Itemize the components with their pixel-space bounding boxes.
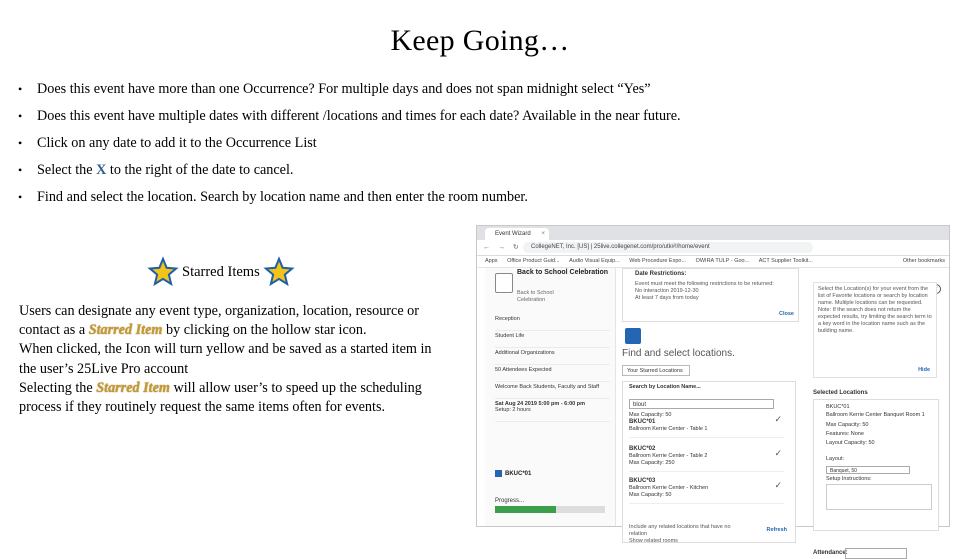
selected-location-chip <box>495 470 531 477</box>
paragraph: When clicked, the Icon will turn yellow and be saved as a started item in the user’s 25Live Pro account <box>19 341 432 377</box>
summary-item <box>495 399 610 422</box>
text-run: Ballroom Kerrie Center - Table 2 <box>629 453 708 459</box>
text-run[interactable]: Include any related locations that have no <box>629 524 731 530</box>
date-restrictions-title: Date Restrictions: <box>635 271 687 277</box>
selected-location-desc: Ballroom Kerrie Center Banquet Room 1 <box>826 412 925 418</box>
tab-label: Event Wizard <box>495 231 531 237</box>
layout-select[interactable]: Banquet, 50 <box>826 466 910 474</box>
progress-fill <box>495 506 556 513</box>
bullet-list <box>18 78 948 213</box>
setup-instructions-input[interactable] <box>826 484 932 510</box>
text-run: will allow user’s to speed up the scheduling process if they routinely request the same items often for events. <box>19 379 422 416</box>
starred-items-heading <box>148 257 294 287</box>
bullet-item <box>18 186 948 213</box>
location-help-tip <box>813 282 937 378</box>
text-run: Back to School <box>517 290 554 296</box>
paragraph <box>19 379 444 417</box>
max-capacity: Max Capacity: 50 <box>826 422 869 428</box>
summary-item: Welcome Back Students, Faculty and Staff <box>495 382 610 399</box>
location-cube-icon <box>625 328 641 344</box>
date-restrictions-text <box>635 281 774 302</box>
features: Features: None <box>826 431 864 437</box>
browser-tab-bar <box>477 226 949 240</box>
result-name: BKUC*02 <box>629 446 656 452</box>
summary-item: 50 Attendees Expected <box>495 365 610 382</box>
bullet-item <box>18 105 948 132</box>
text-run: Ballroom Kerrie Center - Kitchen <box>629 485 709 491</box>
location-result[interactable] <box>629 412 784 438</box>
bullet-item <box>18 78 948 105</box>
related-locations-options <box>629 524 789 545</box>
text-run: Selecting the <box>19 379 97 396</box>
url-field[interactable]: CollegeNET, Inc. [US] | 25live.collegenet.com/pro/utk#!/home/event <box>523 242 813 253</box>
search-heading: Search by Location Name... <box>629 384 701 390</box>
bookmarks-bar <box>477 256 949 268</box>
starred-locations-dropdown[interactable]: Your Starred Locations <box>622 365 690 376</box>
bullet-dot: • <box>18 109 23 123</box>
event-name: Back to School Celebration <box>517 269 609 276</box>
nav-arrows-icon[interactable]: ← → ↻ <box>483 244 522 251</box>
progress-label: Progress... <box>495 498 525 504</box>
bookmark-item[interactable]: OWIRA TULP - Goo... <box>695 258 750 264</box>
bullet-text: to the right of the date to cancel. <box>106 162 294 178</box>
text-run: Event must meet the following restrictions to be returned: <box>635 281 774 287</box>
bullet-item <box>18 159 948 186</box>
layout-capacity: Layout Capacity: 50 <box>826 440 875 446</box>
selected-locations-heading: Selected Locations <box>813 390 868 396</box>
event-wizard-screenshot <box>476 225 950 556</box>
progress-bar <box>495 506 605 513</box>
setup-text: Setup: 2 hours <box>495 407 531 413</box>
slide-title: Keep Going… <box>390 24 570 57</box>
bookmark-item[interactable]: Audio Visual Equip... <box>569 258 620 264</box>
other-bookmarks[interactable]: Other bookmarks <box>902 258 945 264</box>
location-search-box <box>622 381 796 543</box>
text-run[interactable]: Show related rooms <box>629 538 678 544</box>
date-restrictions-box <box>622 268 799 322</box>
refresh-button[interactable]: Refresh <box>766 527 787 533</box>
check-icon[interactable]: ✓ <box>774 414 782 424</box>
summary-item: Additional Organizations <box>495 348 610 365</box>
bookmark-item[interactable]: Apps <box>485 258 498 264</box>
starred-item-highlight: Starred Item <box>96 379 170 396</box>
summary-item: Student Life <box>495 331 610 348</box>
bookmark-item[interactable]: Web Procedure Expo... <box>629 258 687 264</box>
selected-location-card <box>813 399 939 531</box>
location-result[interactable] <box>629 478 784 504</box>
summary-list <box>495 314 610 422</box>
result-name: BKUC*01 <box>629 419 656 425</box>
attendance-label: Attendance: <box>813 550 848 556</box>
star-icon <box>264 257 294 287</box>
text-run: Max Capacity: 250 <box>629 460 675 466</box>
text-run: Max Capacity: 50 <box>629 412 672 418</box>
check-icon[interactable]: ✓ <box>774 448 782 458</box>
date-text: Sat Aug 24 2019 5:00 pm - 6:00 pm <box>495 401 585 407</box>
starred-items-label: Starred Items <box>182 263 260 280</box>
hide-button[interactable]: Hide <box>918 367 930 373</box>
setup-instructions-label: Setup Instructions: <box>826 476 872 482</box>
app-content <box>477 268 949 556</box>
text-run: relation <box>629 531 648 537</box>
address-bar <box>477 240 949 256</box>
bookmark-item[interactable]: Office Product Guid... <box>507 258 560 264</box>
bullet-item <box>18 132 948 159</box>
bookmark-item[interactable]: ACT Supplier Toolkit... <box>758 258 813 264</box>
cancel-x-highlight: X <box>96 162 107 178</box>
text-run: Ballroom Kerrie Center - Table 1 <box>629 426 708 432</box>
search-input[interactable]: blout <box>629 399 774 409</box>
event-card-icon <box>495 273 513 293</box>
bullet-text: Click on any date to add it to the Occurrence List <box>37 135 317 151</box>
close-icon[interactable]: × <box>541 231 545 237</box>
event-summary-panel <box>485 268 616 526</box>
text-run: No interaction 2019-12-30 <box>635 288 699 294</box>
location-search-panel <box>622 268 802 544</box>
paragraph <box>19 302 444 340</box>
starred-item-highlight: Starred Item <box>88 322 163 339</box>
result-name: BKUC*03 <box>629 478 656 484</box>
bullet-text: Select the <box>37 162 97 178</box>
bullet-dot: • <box>18 136 23 150</box>
close-button[interactable]: Close <box>779 311 794 317</box>
event-subtitle <box>517 290 554 304</box>
bullet-dot: • <box>18 163 23 177</box>
tip-text: Select the Location(s) for your event from the list of Favorite locations or search by location name. Multiple locations can be requested. Note: If the search does not return the expected results, try limiting the search term to a key word in the location name such as the building name. <box>818 286 932 334</box>
text-run: Users can designate any event type, organization, location, resource or contact as a <box>19 303 419 339</box>
text-run: Celebration <box>517 297 546 303</box>
browser-tab[interactable] <box>485 228 549 240</box>
summary-item: Reception <box>495 314 610 331</box>
bullet-text: Does this event have more than one Occurrence? For multiple days and does not span midnight select “Yes” <box>37 81 651 97</box>
bullet-text: Find and select the location. Search by location name and then enter the room number. <box>37 189 528 205</box>
text-run: Max Capacity: 50 <box>629 492 672 498</box>
selected-locations-panel <box>809 268 943 556</box>
location-code: BKUC*01 <box>505 470 532 477</box>
find-locations-label: Find and select locations. <box>622 348 735 359</box>
check-icon[interactable]: ✓ <box>774 480 782 490</box>
bullet-text: Does this event have multiple dates with different /locations and times for each date? Available in the near future. <box>37 108 681 124</box>
selected-location-name: BKUC*01 <box>826 404 850 410</box>
layout-label: Layout: <box>826 456 845 462</box>
text-run: by clicking on the hollow star icon. <box>162 322 367 339</box>
attendance-input[interactable] <box>845 548 907 559</box>
bullet-dot: • <box>18 82 23 96</box>
bullet-dot: • <box>18 190 23 204</box>
location-cube-icon <box>495 470 502 477</box>
location-result[interactable] <box>629 446 784 472</box>
star-icon <box>148 257 178 287</box>
text-run: At least 7 days from today <box>635 295 699 301</box>
starred-items-description <box>19 302 444 417</box>
